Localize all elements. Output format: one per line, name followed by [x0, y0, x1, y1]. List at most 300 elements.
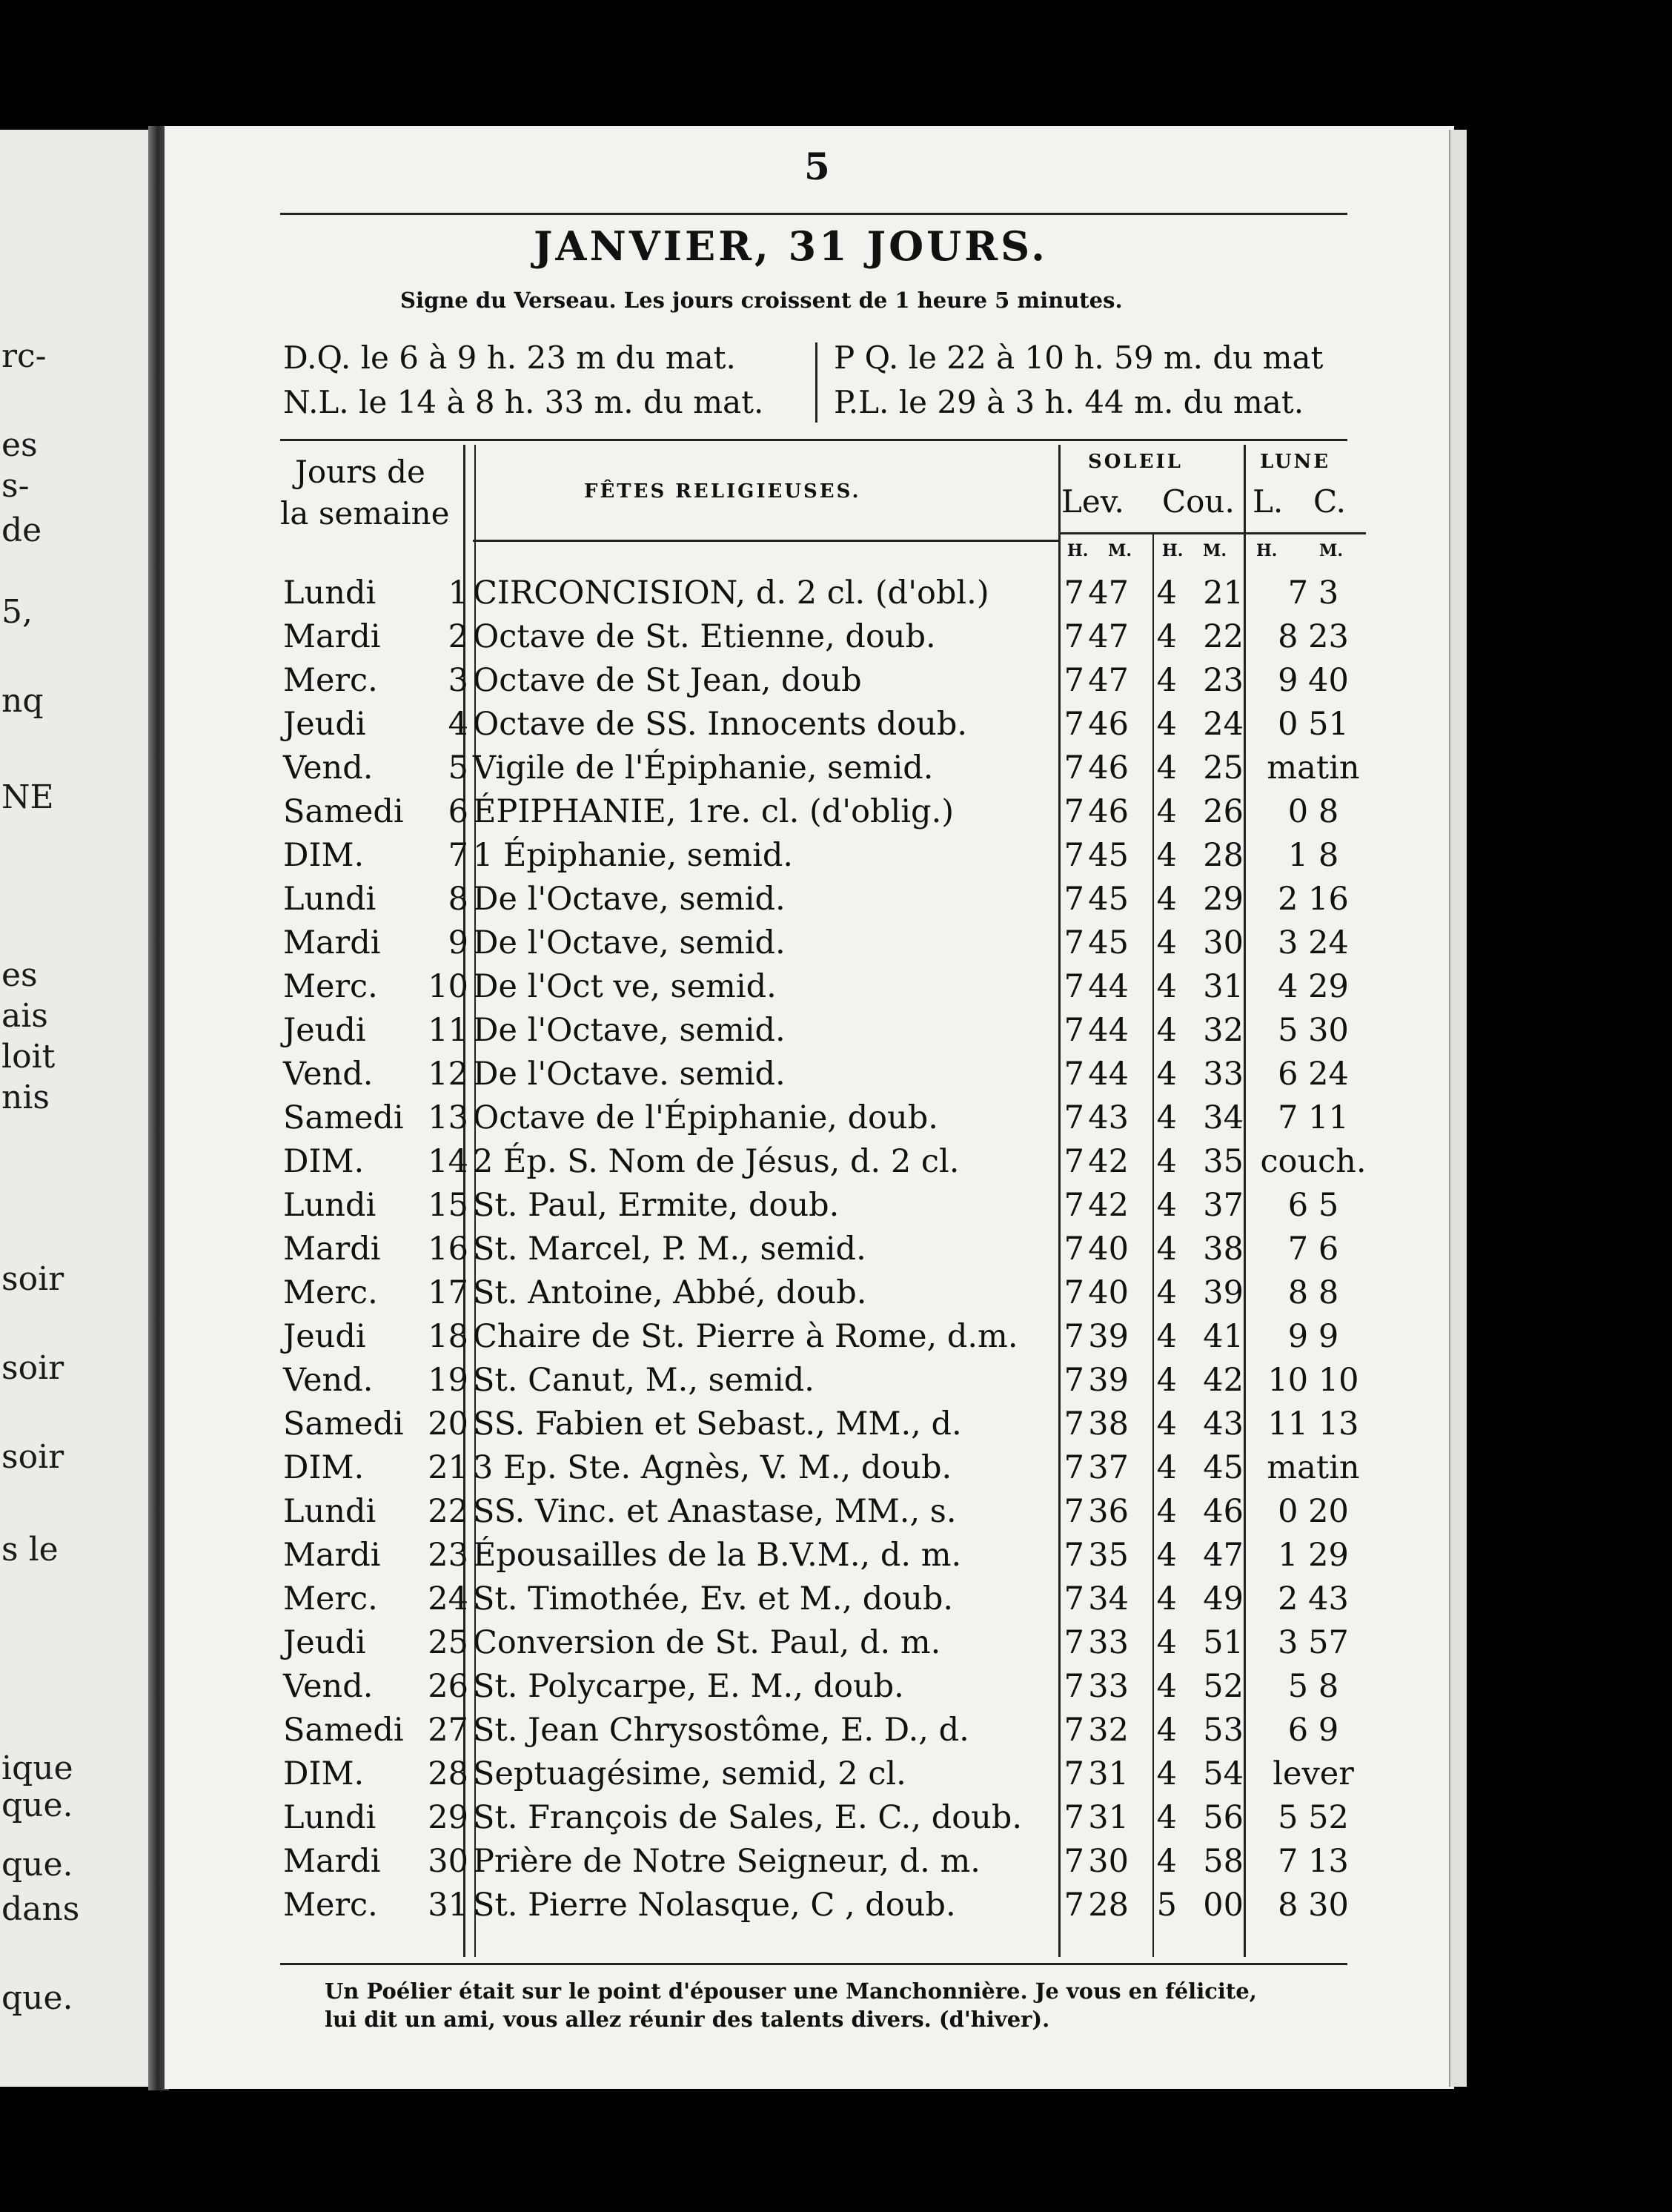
feast-name: De l'Octave, semid. — [473, 1012, 786, 1049]
feast-name: St. Timothée, Ev. et M., doub. — [473, 1580, 954, 1617]
day-name: Mardi — [283, 618, 381, 655]
day-name: Samedi — [283, 1099, 404, 1136]
day-number: 1 — [448, 574, 468, 612]
sunrise-hour: 7 — [1064, 618, 1084, 655]
sunset-hour: 4 — [1156, 881, 1177, 918]
day-number: 4 — [448, 706, 468, 743]
rule-lev-cou — [1152, 532, 1154, 1957]
sunset-hour: 4 — [1156, 1537, 1177, 1574]
day-number: 9 — [448, 924, 468, 961]
sunrise-minute: 47 — [1088, 662, 1129, 699]
sunset-hour: 4 — [1156, 1712, 1177, 1749]
day-name: Samedi — [283, 793, 404, 830]
feast-name: SS. Vinc. et Anastase, MM., s. — [473, 1493, 957, 1530]
sunset-hour: 4 — [1156, 1012, 1177, 1049]
sunrise-minute: 31 — [1088, 1755, 1129, 1792]
feast-name: St. Canut, M., semid. — [473, 1362, 815, 1399]
day-number: 22 — [428, 1493, 468, 1530]
left-page-fragment: s le — [1, 1531, 59, 1569]
sunrise-minute: 46 — [1088, 706, 1129, 743]
table-top-rule — [280, 439, 1347, 441]
sunrise-hour: 7 — [1064, 1887, 1084, 1924]
table-bottom-rule — [280, 1963, 1347, 1965]
feast-name: St. Antoine, Abbé, doub. — [473, 1274, 867, 1311]
sunrise-hour: 7 — [1064, 881, 1084, 918]
phase-divider — [815, 342, 817, 423]
sunset-minute: 31 — [1203, 968, 1244, 1005]
moon-time: 7 13 — [1278, 1843, 1349, 1880]
sunset-hour: 4 — [1156, 1449, 1177, 1486]
day-number: 17 — [428, 1274, 468, 1311]
moon-time: 7 11 — [1278, 1099, 1349, 1136]
footer-line-2: lui dit un ami, vous allez réunir des talents divers. (d'hiver). — [325, 2007, 1050, 2032]
moon-time: 5 8 — [1287, 1668, 1339, 1705]
day-number: 15 — [428, 1187, 468, 1224]
moon-time: 6 5 — [1287, 1187, 1339, 1224]
sunset-hour: 4 — [1156, 793, 1177, 830]
moon-time: couch. — [1260, 1143, 1367, 1180]
day-name: Jeudi — [283, 706, 366, 743]
fetes-underline — [473, 540, 1058, 542]
sunset-hour: 4 — [1156, 1318, 1177, 1355]
sunset-minute: 33 — [1203, 1056, 1244, 1093]
day-name: Lundi — [283, 1799, 376, 1836]
moon-time: 3 57 — [1278, 1624, 1349, 1661]
hm-rule — [1058, 532, 1366, 534]
feast-name: Octave de SS. Innocents doub. — [473, 706, 968, 743]
sunrise-minute: 32 — [1088, 1712, 1129, 1749]
sunrise-hour: 7 — [1064, 1580, 1084, 1617]
moon-time: 2 43 — [1278, 1580, 1349, 1617]
feast-name: St. Jean Chrysostôme, E. D., d. — [473, 1712, 969, 1749]
sunset-minute: 28 — [1203, 837, 1244, 874]
day-name: Jeudi — [283, 1624, 366, 1661]
day-number: 8 — [448, 881, 468, 918]
sunrise-hour: 7 — [1064, 1493, 1084, 1530]
moon-time: 0 20 — [1278, 1493, 1349, 1530]
left-page-fragment: loit — [1, 1038, 56, 1076]
feast-name: Vigile de l'Épiphanie, semid. — [473, 749, 934, 787]
moon-time: 6 9 — [1287, 1712, 1339, 1749]
feast-name: De l'Oct ve, semid. — [473, 968, 777, 1005]
sunrise-hour: 7 — [1064, 1099, 1084, 1136]
sunrise-minute: 30 — [1088, 1843, 1129, 1880]
sunset-hour: 4 — [1156, 706, 1177, 743]
left-page-fragment: ais — [1, 997, 48, 1035]
day-number: 14 — [428, 1143, 468, 1180]
feast-name: SS. Fabien et Sebast., MM., d. — [473, 1405, 962, 1443]
sunset-minute: 00 — [1203, 1887, 1244, 1924]
day-number: 6 — [448, 793, 468, 830]
moon-time: 8 8 — [1287, 1274, 1339, 1311]
sunset-hour: 4 — [1156, 574, 1177, 612]
header-lev: Lev. — [1061, 483, 1124, 520]
sunrise-hour: 7 — [1064, 1274, 1084, 1311]
header-l: L. — [1253, 483, 1284, 520]
feast-name: Septuagésime, semid, 2 cl. — [473, 1755, 906, 1792]
day-number: 29 — [428, 1799, 468, 1836]
sunrise-hour: 7 — [1064, 1187, 1084, 1224]
feast-name: De l'Octave, semid. — [473, 881, 786, 918]
sunrise-minute: 40 — [1088, 1274, 1129, 1311]
moon-time: 8 23 — [1278, 618, 1349, 655]
day-number: 19 — [428, 1362, 468, 1399]
left-page-fragment: que. — [1, 1846, 73, 1884]
day-number: 26 — [428, 1668, 468, 1705]
left-page-margin — [0, 130, 154, 2087]
feast-name: Épousailles de la B.V.M., d. m. — [473, 1537, 962, 1574]
sunset-hour: 5 — [1156, 1887, 1177, 1924]
sunset-minute: 49 — [1203, 1580, 1244, 1617]
sunset-hour: 4 — [1156, 1362, 1177, 1399]
sunset-minute: 32 — [1203, 1012, 1244, 1049]
hm-cou-m: M. — [1203, 541, 1227, 560]
sunset-minute: 39 — [1203, 1274, 1244, 1311]
sunrise-minute: 45 — [1088, 924, 1129, 961]
sunrise-minute: 33 — [1088, 1624, 1129, 1661]
feast-name: Prière de Notre Seigneur, d. m. — [473, 1843, 981, 1880]
feast-name: De l'Octave. semid. — [473, 1056, 786, 1093]
feast-name: Conversion de St. Paul, d. m. — [473, 1624, 941, 1661]
sunrise-minute: 44 — [1088, 968, 1129, 1005]
day-number: 7 — [448, 837, 468, 874]
day-name: Samedi — [283, 1712, 404, 1749]
moon-time: 3 24 — [1278, 924, 1349, 961]
sunset-minute: 52 — [1203, 1668, 1244, 1705]
day-name: Mardi — [283, 924, 381, 961]
day-number: 27 — [428, 1712, 468, 1749]
sunrise-minute: 44 — [1088, 1056, 1129, 1093]
left-page-fragment: soir — [1, 1438, 64, 1476]
sunset-hour: 4 — [1156, 1799, 1177, 1836]
sunrise-minute: 31 — [1088, 1799, 1129, 1836]
sunset-minute: 21 — [1203, 574, 1244, 612]
left-page-fragment: que. — [1, 1787, 73, 1824]
sunset-minute: 29 — [1203, 881, 1244, 918]
day-name: Mardi — [283, 1843, 381, 1880]
feast-name: Chaire de St. Pierre à Rome, d.m. — [473, 1318, 1018, 1355]
left-page-fragment: dans — [1, 1890, 80, 1928]
sunrise-minute: 38 — [1088, 1405, 1129, 1443]
hm-lune-h: H. — [1256, 541, 1278, 560]
sunset-minute: 47 — [1203, 1537, 1244, 1574]
day-name: Jeudi — [283, 1012, 366, 1049]
footer-line-1: Un Poélier était sur le point d'épouser une Manchonnière. Je vous en félicite, — [325, 1978, 1257, 2004]
sunrise-minute: 39 — [1088, 1362, 1129, 1399]
sunset-hour: 4 — [1156, 1668, 1177, 1705]
sunrise-hour: 7 — [1064, 1231, 1084, 1268]
left-page-fragment: nis — [1, 1079, 50, 1116]
feast-name: St. Marcel, P. M., semid. — [473, 1231, 866, 1268]
day-number: 23 — [428, 1537, 468, 1574]
header-jours: Jours de — [295, 454, 425, 490]
sunset-hour: 4 — [1156, 1099, 1177, 1136]
day-number: 2 — [448, 618, 468, 655]
sunset-hour: 4 — [1156, 1143, 1177, 1180]
sunrise-hour: 7 — [1064, 662, 1084, 699]
sunset-hour: 4 — [1156, 1493, 1177, 1530]
sunrise-minute: 43 — [1088, 1099, 1129, 1136]
sunrise-hour: 7 — [1064, 968, 1084, 1005]
day-number: 18 — [428, 1318, 468, 1355]
sunset-hour: 4 — [1156, 618, 1177, 655]
left-page-fragment: soir — [1, 1349, 64, 1387]
sunrise-minute: 46 — [1088, 749, 1129, 787]
day-name: Mardi — [283, 1537, 381, 1574]
sunrise-hour: 7 — [1064, 1537, 1084, 1574]
sunset-minute: 23 — [1203, 662, 1244, 699]
sunrise-minute: 47 — [1088, 618, 1129, 655]
sunset-hour: 4 — [1156, 1231, 1177, 1268]
sunrise-minute: 47 — [1088, 574, 1129, 612]
sunset-hour: 4 — [1156, 924, 1177, 961]
moon-time: 9 9 — [1287, 1318, 1339, 1355]
sunset-hour: 4 — [1156, 837, 1177, 874]
sunset-minute: 53 — [1203, 1712, 1244, 1749]
day-name: DIM. — [283, 837, 365, 874]
sunrise-minute: 42 — [1088, 1187, 1129, 1224]
day-name: Lundi — [283, 881, 376, 918]
day-number: 21 — [428, 1449, 468, 1486]
left-page-fragment: ique — [1, 1749, 73, 1787]
sunset-minute: 26 — [1203, 793, 1244, 830]
sunrise-hour: 7 — [1064, 706, 1084, 743]
sunset-minute: 42 — [1203, 1362, 1244, 1399]
day-number: 30 — [428, 1843, 468, 1880]
feast-name: De l'Octave, semid. — [473, 924, 786, 961]
moon-time: 7 3 — [1287, 574, 1339, 612]
day-name: Merc. — [283, 968, 378, 1005]
day-name: Lundi — [283, 1187, 376, 1224]
moon-time: 7 6 — [1287, 1231, 1339, 1268]
day-name: Merc. — [283, 1274, 378, 1311]
sunrise-hour: 7 — [1064, 1624, 1084, 1661]
moon-time: 6 24 — [1278, 1056, 1349, 1093]
day-number: 31 — [428, 1887, 468, 1924]
footer-joke — [325, 1977, 1257, 2033]
sunrise-minute: 35 — [1088, 1537, 1129, 1574]
moon-time: 11 13 — [1267, 1405, 1359, 1443]
sunrise-minute: 37 — [1088, 1449, 1129, 1486]
sunrise-hour: 7 — [1064, 1405, 1084, 1443]
moon-time: 2 16 — [1278, 881, 1349, 918]
sunrise-minute: 34 — [1088, 1580, 1129, 1617]
rule-sun-moon — [1244, 445, 1246, 1957]
sunrise-hour: 7 — [1064, 1668, 1084, 1705]
feast-name: ÉPIPHANIE, 1re. cl. (d'oblig.) — [473, 793, 955, 830]
header-c: C. — [1313, 483, 1346, 520]
header-semaine: la semaine — [280, 495, 450, 532]
day-number: 13 — [428, 1099, 468, 1136]
sunrise-minute: 36 — [1088, 1493, 1129, 1530]
day-number: 12 — [428, 1056, 468, 1093]
moon-time: lever — [1273, 1755, 1354, 1792]
sunrise-minute: 40 — [1088, 1231, 1129, 1268]
page-number: 5 — [804, 145, 830, 188]
sunset-hour: 4 — [1156, 1187, 1177, 1224]
sunset-minute: 34 — [1203, 1099, 1244, 1136]
sunrise-hour: 7 — [1064, 1799, 1084, 1836]
moon-time: 10 10 — [1267, 1362, 1359, 1399]
day-name: Vend. — [283, 1362, 374, 1399]
sunrise-minute: 45 — [1088, 837, 1129, 874]
sunrise-hour: 7 — [1064, 1449, 1084, 1486]
sunrise-minute: 39 — [1088, 1318, 1129, 1355]
sunrise-hour: 7 — [1064, 1755, 1084, 1792]
day-name: Vend. — [283, 1668, 374, 1705]
sunset-minute: 30 — [1203, 924, 1244, 961]
day-name: Merc. — [283, 1887, 378, 1924]
sunset-hour: 4 — [1156, 749, 1177, 787]
left-page-fragment: s- — [1, 467, 30, 505]
feast-name: 2 Ép. S. Nom de Jésus, d. 2 cl. — [473, 1143, 960, 1180]
feast-name: CIRCONCISION, d. 2 cl. (d'obl.) — [473, 574, 989, 612]
top-rule — [280, 213, 1347, 215]
sunrise-hour: 7 — [1064, 1056, 1084, 1093]
feast-name: 1 Épiphanie, semid. — [473, 837, 794, 874]
sunrise-minute: 33 — [1088, 1668, 1129, 1705]
day-name: Merc. — [283, 1580, 378, 1617]
sunset-minute: 22 — [1203, 618, 1244, 655]
moon-time: 1 8 — [1287, 837, 1339, 874]
feast-name: Octave de St Jean, doub — [473, 662, 862, 699]
sunset-minute: 45 — [1203, 1449, 1244, 1486]
left-page-fragment: soir — [1, 1260, 64, 1298]
sunset-minute: 41 — [1203, 1318, 1244, 1355]
left-page-fragment: 5, — [1, 593, 33, 631]
moon-time: 1 29 — [1278, 1537, 1349, 1574]
day-name: DIM. — [283, 1755, 365, 1792]
day-number: 11 — [428, 1012, 468, 1049]
sunset-minute: 43 — [1203, 1405, 1244, 1443]
phase-dq: D.Q. le 6 à 9 h. 23 m du mat. — [283, 340, 736, 376]
sunrise-hour: 7 — [1064, 749, 1084, 787]
rule-feast-sun — [1058, 445, 1061, 1957]
header-cou: Cou. — [1162, 483, 1235, 520]
day-name: Jeudi — [283, 1318, 366, 1355]
day-number: 16 — [428, 1231, 468, 1268]
sunset-hour: 4 — [1156, 1624, 1177, 1661]
sunset-hour: 4 — [1156, 662, 1177, 699]
feast-name: St. François de Sales, E. C., doub. — [473, 1799, 1022, 1836]
sunset-minute: 54 — [1203, 1755, 1244, 1792]
left-page-fragment: nq — [1, 682, 44, 720]
day-name: DIM. — [283, 1449, 365, 1486]
sunset-minute: 38 — [1203, 1231, 1244, 1268]
header-fetes: FÊTES RELIGIEUSES. — [584, 480, 861, 503]
left-page-fragment: rc- — [1, 337, 47, 375]
day-name: Mardi — [283, 1231, 381, 1268]
day-number: 20 — [428, 1405, 468, 1443]
sunrise-hour: 7 — [1064, 837, 1084, 874]
day-name: DIM. — [283, 1143, 365, 1180]
moon-time: 9 40 — [1278, 662, 1349, 699]
sunset-hour: 4 — [1156, 1755, 1177, 1792]
sunrise-minute: 28 — [1088, 1887, 1129, 1924]
sunrise-hour: 7 — [1064, 793, 1084, 830]
hm-lune-m: M. — [1319, 541, 1344, 560]
day-number: 25 — [428, 1624, 468, 1661]
sunrise-hour: 7 — [1064, 1143, 1084, 1180]
day-name: Lundi — [283, 1493, 376, 1530]
day-name: Samedi — [283, 1405, 404, 1443]
day-number: 10 — [428, 968, 468, 1005]
left-page-fragment: es — [1, 426, 38, 464]
sunset-minute: 51 — [1203, 1624, 1244, 1661]
sunrise-hour: 7 — [1064, 1012, 1084, 1049]
moon-time: 0 51 — [1278, 706, 1349, 743]
day-name: Vend. — [283, 749, 374, 787]
month-title: JANVIER, 31 JOURS. — [534, 222, 1048, 270]
day-number: 28 — [428, 1755, 468, 1792]
feast-name: St. Paul, Ermite, doub. — [473, 1187, 840, 1224]
sunrise-minute: 44 — [1088, 1012, 1129, 1049]
moon-time: 5 52 — [1278, 1799, 1349, 1836]
moon-time: 8 30 — [1278, 1887, 1349, 1924]
sunset-hour: 4 — [1156, 1580, 1177, 1617]
day-name: Merc. — [283, 662, 378, 699]
sunrise-hour: 7 — [1064, 1362, 1084, 1399]
feast-name: 3 Ep. Ste. Agnès, V. M., doub. — [473, 1449, 952, 1486]
moon-time: matin — [1267, 749, 1360, 787]
sunset-minute: 25 — [1203, 749, 1244, 787]
sunset-hour: 4 — [1156, 968, 1177, 1005]
sunset-minute: 24 — [1203, 706, 1244, 743]
feast-name: St. Pierre Nolasque, C , doub. — [473, 1887, 956, 1924]
phase-pq: P Q. le 22 à 10 h. 59 m. du mat — [834, 340, 1324, 376]
moon-time: 0 8 — [1287, 793, 1339, 830]
header-soleil: SOLEIL — [1088, 451, 1183, 473]
sunrise-minute: 45 — [1088, 881, 1129, 918]
day-name: Lundi — [283, 574, 376, 612]
sunset-hour: 4 — [1156, 1274, 1177, 1311]
left-page-fragment: de — [1, 511, 42, 549]
header-lune: LUNE — [1260, 451, 1331, 473]
moon-time: matin — [1267, 1449, 1360, 1486]
phase-nl: N.L. le 14 à 8 h. 33 m. du mat. — [283, 384, 764, 420]
left-page-fragment: NE — [1, 778, 54, 816]
sunrise-minute: 42 — [1088, 1143, 1129, 1180]
sunset-minute: 35 — [1203, 1143, 1244, 1180]
sunrise-hour: 7 — [1064, 1712, 1084, 1749]
hm-lev-h: H. — [1067, 541, 1089, 560]
feast-name: Octave de St. Etienne, doub. — [473, 618, 936, 655]
sunset-hour: 4 — [1156, 1405, 1177, 1443]
page-edge — [1449, 130, 1467, 2087]
phase-pl: P.L. le 29 à 3 h. 44 m. du mat. — [834, 384, 1304, 420]
sunset-hour: 4 — [1156, 1843, 1177, 1880]
day-number: 5 — [448, 749, 468, 787]
sunset-minute: 37 — [1203, 1187, 1244, 1224]
left-page-fragment: que. — [1, 1979, 73, 2017]
feast-name: Octave de l'Épiphanie, doub. — [473, 1099, 938, 1136]
sunset-hour: 4 — [1156, 1056, 1177, 1093]
sunrise-hour: 7 — [1064, 574, 1084, 612]
hm-lev-m: M. — [1108, 541, 1132, 560]
sunset-minute: 46 — [1203, 1493, 1244, 1530]
left-page-fragment: es — [1, 956, 38, 994]
hm-cou-h: H. — [1162, 541, 1184, 560]
sunrise-hour: 7 — [1064, 1318, 1084, 1355]
sunrise-hour: 7 — [1064, 924, 1084, 961]
subtitle: Signe du Verseau. Les jours croissent de 1 heure 5 minutes. — [400, 288, 1123, 313]
day-number: 3 — [448, 662, 468, 699]
sunrise-minute: 46 — [1088, 793, 1129, 830]
sunset-minute: 56 — [1203, 1799, 1244, 1836]
moon-time: 5 30 — [1278, 1012, 1349, 1049]
moon-time: 4 29 — [1278, 968, 1349, 1005]
feast-name: St. Polycarpe, E. M., doub. — [473, 1668, 904, 1705]
